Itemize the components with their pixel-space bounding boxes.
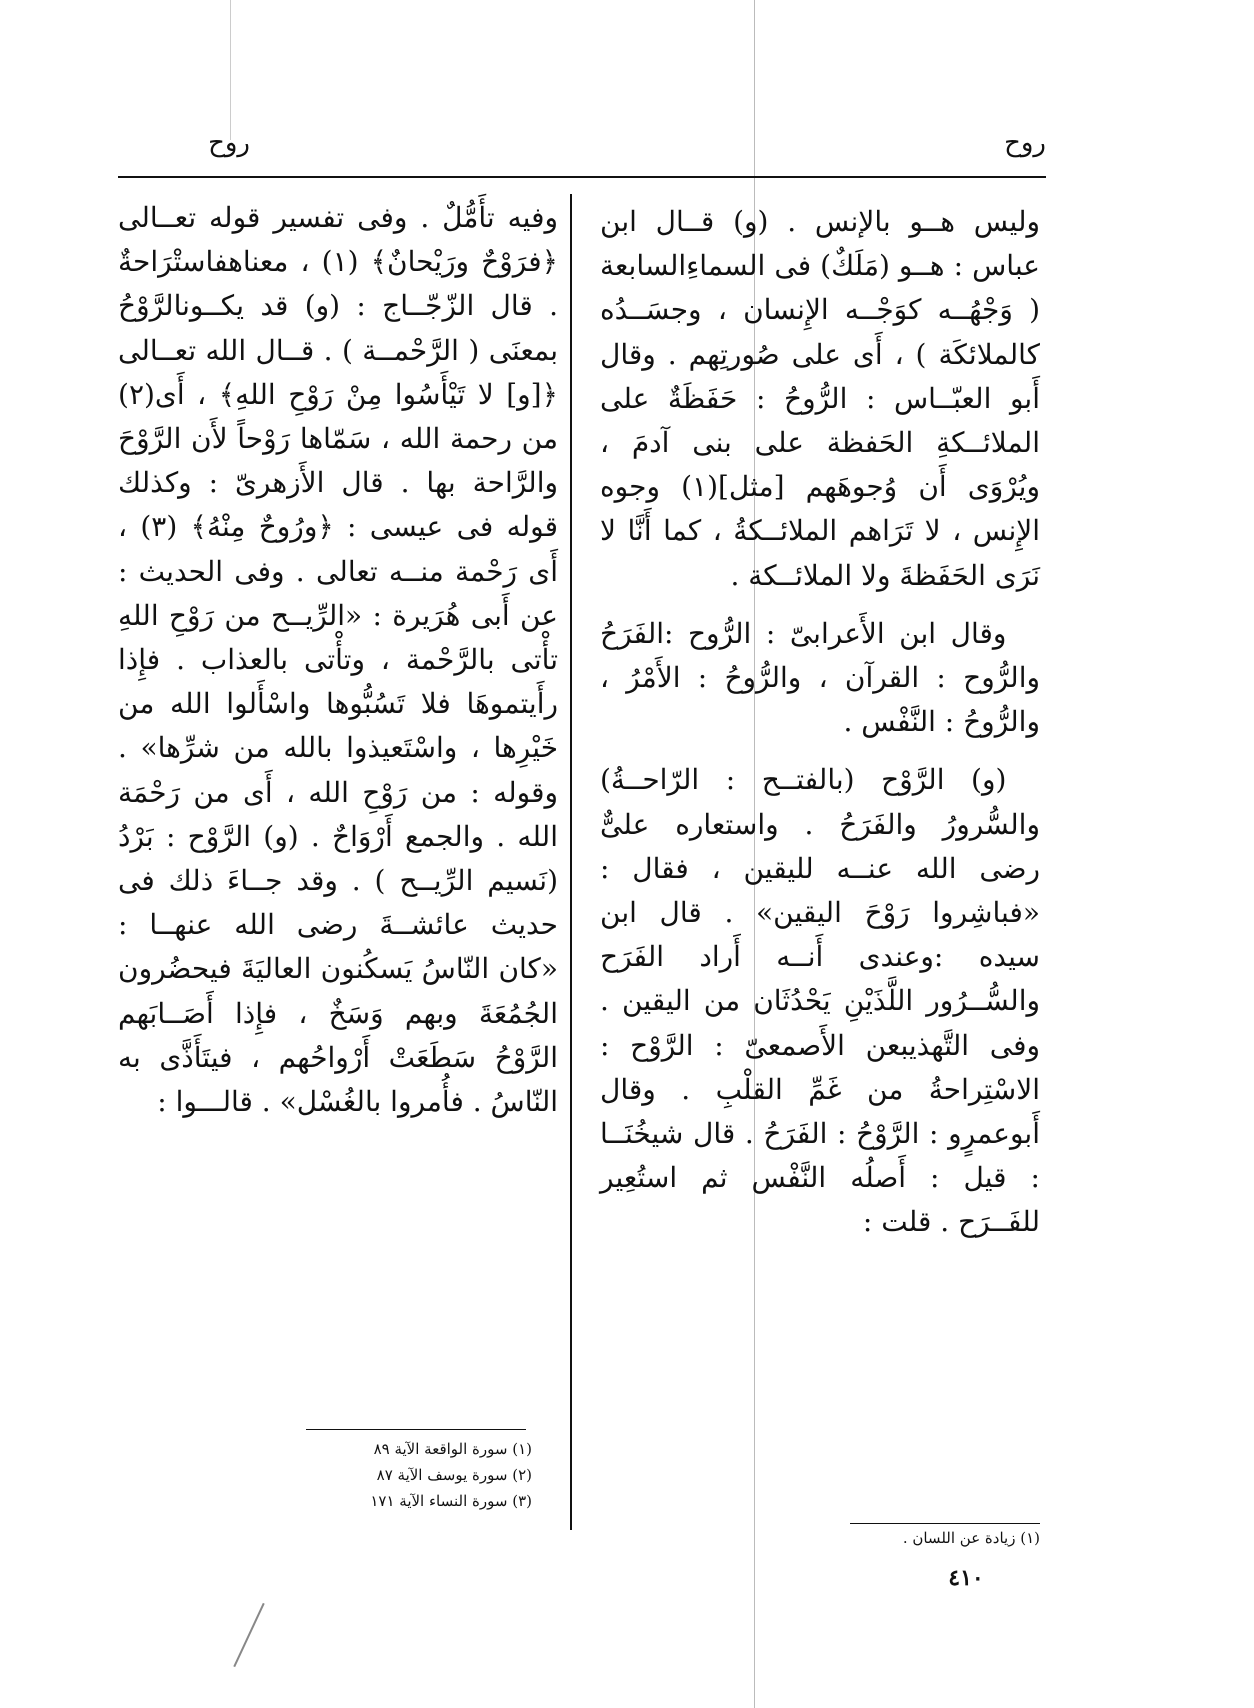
footnotes-left — [300, 1436, 532, 1514]
header-rule — [118, 176, 1046, 178]
page-number: ٤١٠ — [948, 1565, 984, 1591]
footnote-left-3: (٣) سورة النساء الآية ١٧١ — [370, 1492, 532, 1510]
footnote-left-2: (٢) سورة يوسف الآية ٨٧ — [376, 1466, 532, 1484]
right-paragraph-3: (و) الرَّوْح (بالفتــح : الرّاحــةُ) والسُّرورُ والفَرَحُ . واستعاره علىٌّ رضى الله عنــه لليقين ، فقال : «فباشِروا رَوْحَ اليقين» . قال ابن سيده :وعندى أَنــه أَراد الفَرَح والسُّــرُور اللَّذَيْنِ يَحْدُثَان من اليقين . وفى التَّهذيبعن الأَصمعىّ : الرَّوْح : الاسْتِراحةُ من غَمِّ القلْبِ . وقال أَبوعمرٍو : الرَّوْحُ : الفَرَحُ . قال شيخُنَــا : قيل : أَصلُه النَّفْس ثم استُعِير للفَــرَح . قلت : — [600, 763, 1040, 1239]
right-paragraph-2: وقال ابن الأَعرابىّ : الرُّوح :الفَرَحُ والرُّوح : القرآن ، والرُّوحُ : الأَمْرُ ، والرُّوحُ : النَّفْس . — [600, 616, 1040, 739]
column-divider — [570, 194, 572, 1530]
right-paragraph-1: وليس هــو بالإنس . (و) قــال ابن عباس : هــو (مَلَكٌ) فى السماءِالسابعة ( وَجْهُــه كوَجْــه الإِنسان ، وجسَــدُه كالملائكَة ) ، أَى على صُورتِهم . وقال أَبو العبّــاس : الرُّوحُ : حَفَظَةٌ على الملائــكةِ الحَفظة على بنى آدمَ ، ويُرْوَى أَن وُجوهَهم [مثل](١) وجوه الإِنس ، لا تَرَاهم الملائــكةُ ، كما أَنَّا لا نَرَى الحَفَظةَ ولا الملائــكة . — [600, 205, 1040, 592]
footnotes-right — [820, 1525, 1040, 1551]
right-column — [600, 200, 1040, 1245]
footnote-rule-right — [850, 1523, 1040, 1524]
footnote-rule-left — [306, 1429, 526, 1430]
left-paragraph-1: وفيه تأَمُّلٌ . وفى تفسير قوله تعــالى ﴿فرَوْحٌ ورَيْحانٌ﴾ (١) ، معناهفاستْرَاحةٌ . قال الزّجّــاج : (و) قد يكــونالرَّوْحُ بمعنَى ( الرَّحْمــة ) . قــال الله تعــالى ﴿[و] لا تَيْأَسُوا مِنْ رَوْحِ اللهِ﴾ ، أَى(٢) من رحمة الله ، سَمّاها رَوْحاً لأَن الرَّوْحَ والرَّاحة بها . قال الأَزهرىّ : وكذلك قوله فى عيسى : ﴿ورُوحٌ مِنْهُ﴾ (٣) ، أَى رَحْمة منــه تعالى . وفى الحديث : عن أَبى هُرَيرة : «الرِّيــح من رَوْحِ اللهِ تأْتى بالرَّحْمة ، وتأْتى بالعذاب . فإِذا رأَيتموهَا فلا تَسُبُّوها واسْأَلوا الله من خَيْرِها ، واسْتَعيذوا بالله من شرِّها» . وقوله : من رَوْحِ الله ، أَى من رَحْمَة الله . والجمع أَرْوَاحٌ . (و) الرَّوْح : بَرْدُ (نَسيم الرِّيــح ) . وقد جــاءَ ذلك فى حديث عائشــةَ رضى الله عنهــا : «كان النّاسُ يَسكُنون العاليَةَ فيحضُرون الجُمُعَةَ وبهم وَسَخٌ ، فإِذا أَصَــابَهم الرَّوْحُ سَطَعَتْ أَرْواحُهم ، فيتَأَذَّى به النّاسُ . فأُمروا بالغُسْل» . قالـــوا : — [118, 201, 558, 1119]
footnote-right-1: (١) زيادة عن اللسان . — [902, 1529, 1040, 1547]
footnote-left-1: (١) سورة الواقعة الآية ٨٩ — [373, 1440, 532, 1458]
running-head-right: روح — [1004, 128, 1046, 158]
scan-stray-mark — [233, 1603, 264, 1667]
running-head-left: روح — [208, 128, 250, 158]
scan-fold-line-top — [230, 0, 231, 140]
left-column — [118, 196, 558, 1124]
